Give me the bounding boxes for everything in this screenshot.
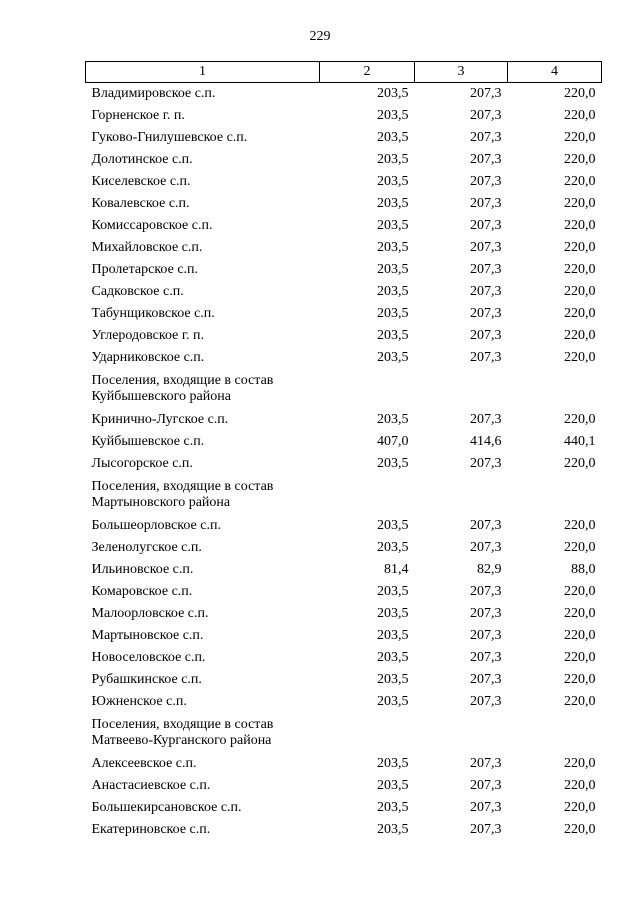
- settlement-name-cell: Алексеевское с.п.: [91, 756, 197, 771]
- table-row: [86, 281, 602, 303]
- settlement-name-cell: Горненское г. п.: [91, 108, 185, 123]
- value-col-3-cell: 207,3: [470, 628, 502, 643]
- value-col-4-cell: 220,0: [564, 694, 596, 709]
- settlement-name-cell: Южненское с.п.: [91, 694, 187, 709]
- value-col-4-cell: 220,0: [564, 262, 596, 277]
- value-col-3-cell: 207,3: [470, 756, 502, 771]
- table-row: [86, 325, 602, 347]
- value-col-2-cell: 203,5: [377, 540, 409, 555]
- value-col-2-cell: 203,5: [377, 350, 409, 365]
- table-row: [86, 347, 602, 369]
- value-col-4-cell: 220,0: [564, 628, 596, 643]
- value-col-4-cell: 220,0: [564, 800, 596, 815]
- group-title-line-1: Поселения, входящие в состав: [91, 479, 274, 494]
- value-col-4-cell: 220,0: [564, 822, 596, 837]
- table-row: [86, 797, 602, 819]
- value-col-3-cell: 207,3: [470, 174, 502, 189]
- table-row: [86, 303, 602, 325]
- value-col-3-cell: 207,3: [470, 672, 502, 687]
- value-col-2-cell: 203,5: [377, 756, 409, 771]
- header-row: [86, 62, 602, 83]
- page-number: 229: [309, 29, 331, 44]
- value-col-4-cell: 440,1: [564, 434, 596, 449]
- value-col-3-cell: 207,3: [470, 456, 502, 471]
- data-table: [85, 61, 602, 841]
- value-col-4-cell: 220,0: [564, 540, 596, 555]
- group-header-row: [86, 369, 602, 409]
- value-col-4-cell: 220,0: [564, 130, 596, 145]
- settlement-name-cell: Ударниковское с.п.: [91, 350, 205, 365]
- table-row: [86, 691, 602, 713]
- value-col-3-cell: 207,3: [470, 218, 502, 233]
- value-col-3-cell: 207,3: [470, 196, 502, 211]
- settlement-name-cell: Лысогорское с.п.: [91, 456, 193, 471]
- table-row: [86, 625, 602, 647]
- group-title-line-1: Поселения, входящие в состав: [91, 717, 274, 732]
- value-col-3-cell: 414,6: [470, 434, 502, 449]
- value-col-2-cell: 203,5: [377, 108, 409, 123]
- value-col-3-cell: 207,3: [470, 152, 502, 167]
- value-col-2-cell: 203,5: [377, 456, 409, 471]
- table-row: [86, 409, 602, 431]
- table-row: [86, 431, 602, 453]
- settlement-name-cell: Гуково-Гнилушевское с.п.: [91, 130, 248, 145]
- settlement-name-cell: Большекирсановское с.п.: [91, 800, 242, 815]
- value-col-2-cell: 203,5: [377, 584, 409, 599]
- value-col-3-cell: 207,3: [470, 328, 502, 343]
- table-row: [86, 127, 602, 149]
- value-col-4-cell: 220,0: [564, 328, 596, 343]
- value-col-4-cell: 220,0: [564, 196, 596, 211]
- settlement-name-cell: Куйбышевское с.п.: [91, 434, 205, 449]
- value-col-2-cell: 203,5: [377, 694, 409, 709]
- table-row: [86, 647, 602, 669]
- value-col-4-cell: 220,0: [564, 174, 596, 189]
- value-col-2-cell: 407,0: [377, 434, 409, 449]
- value-col-3-cell: 207,3: [470, 262, 502, 277]
- value-col-2-cell: 203,5: [377, 518, 409, 533]
- settlement-name-cell: Зеленолугское с.п.: [91, 540, 202, 555]
- value-col-3-cell: 207,3: [470, 86, 502, 101]
- value-col-2-cell: 81,4: [384, 562, 409, 577]
- value-col-4-cell: 220,0: [564, 86, 596, 101]
- settlement-name-cell: Владимировское с.п.: [91, 86, 216, 101]
- value-col-2-cell: 203,5: [377, 672, 409, 687]
- settlement-name-cell: Комаровское с.п.: [91, 584, 193, 599]
- settlement-name-cell: Садковское с.п.: [91, 284, 184, 299]
- column-header-3: 3: [415, 62, 508, 83]
- value-col-2-cell: 203,5: [377, 196, 409, 211]
- settlement-name-cell: Ковалевское с.п.: [91, 196, 190, 211]
- value-col-4-cell: 220,0: [564, 284, 596, 299]
- table-row: [86, 603, 602, 625]
- column-header-1: 1: [86, 62, 320, 83]
- group-title-line-2: Мартыновского района: [91, 495, 231, 510]
- value-col-3-cell: 207,3: [470, 540, 502, 555]
- value-col-4-cell: 220,0: [564, 412, 596, 427]
- value-col-3-cell: 207,3: [470, 800, 502, 815]
- table-row: [86, 237, 602, 259]
- table-row: [86, 105, 602, 127]
- value-col-3-cell: 207,3: [470, 650, 502, 665]
- group-header-row: [86, 713, 602, 753]
- value-col-2-cell: 203,5: [377, 800, 409, 815]
- group-title: [86, 713, 602, 753]
- settlement-name-cell: Малоорловское с.п.: [91, 606, 209, 621]
- group-title-line-1: Поселения, входящие в состав: [91, 373, 274, 388]
- settlement-name-cell: Табунщиковское с.п.: [91, 306, 215, 321]
- value-col-4-cell: 220,0: [564, 756, 596, 771]
- group-title-line-2: Матвеево-Курганского района: [91, 733, 272, 748]
- value-col-3-cell: 207,3: [470, 518, 502, 533]
- table-row: [86, 193, 602, 215]
- column-header-2: 2: [320, 62, 415, 83]
- table-row: [86, 83, 602, 106]
- table-row: [86, 215, 602, 237]
- value-col-4-cell: 220,0: [564, 672, 596, 687]
- value-col-4-cell: 220,0: [564, 650, 596, 665]
- table-row: [86, 559, 602, 581]
- settlement-name-cell: Новоселовское с.п.: [91, 650, 206, 665]
- table-row: [86, 669, 602, 691]
- value-col-4-cell: 220,0: [564, 152, 596, 167]
- table-row: [86, 581, 602, 603]
- value-col-4-cell: 220,0: [564, 778, 596, 793]
- value-col-2-cell: 203,5: [377, 412, 409, 427]
- value-col-4-cell: 220,0: [564, 456, 596, 471]
- value-col-2-cell: 203,5: [377, 306, 409, 321]
- value-col-4-cell: 220,0: [564, 108, 596, 123]
- settlement-name-cell: Комиссаровское с.п.: [91, 218, 213, 233]
- value-col-4-cell: 88,0: [571, 562, 596, 577]
- column-header-4: 4: [508, 62, 602, 83]
- value-col-2-cell: 203,5: [377, 650, 409, 665]
- table-row: [86, 515, 602, 537]
- value-col-3-cell: 207,3: [470, 130, 502, 145]
- value-col-2-cell: 203,5: [377, 218, 409, 233]
- value-col-4-cell: 220,0: [564, 518, 596, 533]
- table-row: [86, 753, 602, 775]
- table-row: [86, 819, 602, 841]
- value-col-2-cell: 203,5: [377, 86, 409, 101]
- value-col-3-cell: 207,3: [470, 584, 502, 599]
- table-row: [86, 453, 602, 475]
- value-col-3-cell: 207,3: [470, 606, 502, 621]
- table-row: [86, 171, 602, 193]
- table-row: [86, 149, 602, 171]
- value-col-4-cell: 220,0: [564, 240, 596, 255]
- settlement-name-cell: Углеродовское г. п.: [91, 328, 205, 343]
- value-col-2-cell: 203,5: [377, 778, 409, 793]
- table-row: [86, 537, 602, 559]
- value-col-3-cell: 207,3: [470, 306, 502, 321]
- settlement-name-cell: Рубашкинское с.п.: [91, 672, 202, 687]
- settlement-name-cell: Анастасиевское с.п.: [91, 778, 211, 793]
- value-col-2-cell: 203,5: [377, 152, 409, 167]
- value-col-3-cell: 82,9: [477, 562, 502, 577]
- value-col-2-cell: 203,5: [377, 328, 409, 343]
- value-col-2-cell: 203,5: [377, 606, 409, 621]
- group-title: [86, 475, 602, 515]
- settlement-name-cell: Ильиновское с.п.: [91, 562, 194, 577]
- settlement-name-cell: Долотинское с.п.: [91, 152, 193, 167]
- group-title-line-2: Куйбышевского района: [91, 389, 231, 404]
- value-col-4-cell: 220,0: [564, 218, 596, 233]
- value-col-4-cell: 220,0: [564, 584, 596, 599]
- value-col-2-cell: 203,5: [377, 262, 409, 277]
- value-col-2-cell: 203,5: [377, 130, 409, 145]
- value-col-2-cell: 203,5: [377, 240, 409, 255]
- value-col-4-cell: 220,0: [564, 606, 596, 621]
- value-col-3-cell: 207,3: [470, 284, 502, 299]
- table-header: [86, 62, 602, 83]
- table-row: [86, 775, 602, 797]
- group-title: [86, 369, 602, 409]
- settlement-name-cell: Екатериновское с.п.: [91, 822, 211, 837]
- settlement-name-cell: Большеорловское с.п.: [91, 518, 221, 533]
- value-col-2-cell: 203,5: [377, 628, 409, 643]
- table-row: [86, 259, 602, 281]
- value-col-3-cell: 207,3: [470, 694, 502, 709]
- settlement-name-cell: Мартыновское с.п.: [91, 628, 204, 643]
- settlement-name-cell: Кринично-Лугское с.п.: [91, 412, 229, 427]
- value-col-3-cell: 207,3: [470, 778, 502, 793]
- value-col-2-cell: 203,5: [377, 822, 409, 837]
- group-header-row: [86, 475, 602, 515]
- value-col-3-cell: 207,3: [470, 350, 502, 365]
- value-col-4-cell: 220,0: [564, 306, 596, 321]
- value-col-3-cell: 207,3: [470, 240, 502, 255]
- settlement-name-cell: Киселевское с.п.: [91, 174, 191, 189]
- value-col-3-cell: 207,3: [470, 108, 502, 123]
- value-col-4-cell: 220,0: [564, 350, 596, 365]
- settlement-name-cell: Михайловское с.п.: [91, 240, 203, 255]
- value-col-3-cell: 207,3: [470, 822, 502, 837]
- value-col-3-cell: 207,3: [470, 412, 502, 427]
- value-col-2-cell: 203,5: [377, 174, 409, 189]
- value-col-2-cell: 203,5: [377, 284, 409, 299]
- table-body: [86, 83, 602, 842]
- settlement-name-cell: Пролетарское с.п.: [91, 262, 199, 277]
